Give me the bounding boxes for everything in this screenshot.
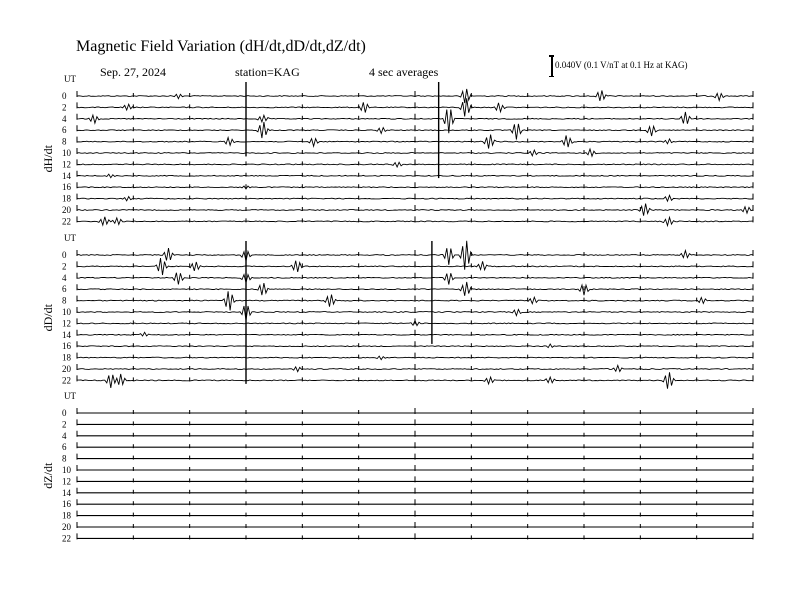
row-label: 14 (62, 487, 71, 498)
chart-title: Magnetic Field Variation (dH/dt,dD/dt,dZ/dt) (76, 38, 366, 55)
row-label: 8 (62, 453, 67, 464)
averaging-label: 4 sec averages (369, 65, 439, 79)
scale-label: 0.040V (0.1 V/nT at 0.1 Hz at KAG) (555, 60, 688, 70)
date-label: Sep. 27, 2024 (100, 65, 166, 79)
row-label: 16 (62, 182, 71, 193)
row-label: 14 (62, 170, 71, 181)
station-label: station=KAG (235, 65, 300, 79)
row-label: 6 (62, 442, 67, 453)
row-label: 12 (62, 476, 71, 487)
panel-1 (41, 233, 753, 389)
row-label: 16 (62, 499, 71, 510)
row-label: 2 (62, 102, 67, 113)
row-label: 22 (62, 216, 71, 227)
row-label: 8 (62, 136, 67, 147)
row-label: 4 (62, 272, 67, 283)
row-label: 2 (62, 261, 67, 272)
panel-ut-label: UT (64, 74, 76, 84)
row-label: 0 (62, 408, 67, 418)
row-label: 12 (62, 318, 71, 329)
panel-label: dH/dt (41, 145, 55, 173)
row-label: 8 (62, 295, 67, 306)
row-label: 6 (62, 125, 67, 136)
row-label: 22 (62, 375, 71, 386)
panel-ut-label: UT (64, 391, 76, 401)
row-label: 22 (62, 533, 71, 544)
row-label: 16 (62, 341, 71, 352)
row-label: 6 (62, 284, 67, 295)
row-label: 20 (62, 205, 71, 215)
row-label: 10 (62, 465, 71, 475)
row-label: 4 (62, 430, 67, 441)
row-label: 14 (62, 329, 71, 340)
panel-2 (41, 391, 753, 543)
panel-label: dZ/dt (41, 462, 55, 489)
row-label: 0 (62, 250, 67, 260)
row-label: 20 (62, 522, 71, 532)
row-label: 12 (62, 159, 71, 170)
row-label: 0 (62, 91, 67, 101)
row-label: 4 (62, 113, 67, 124)
panel-0 (41, 74, 753, 226)
row-label: 18 (62, 352, 71, 363)
row-label: 2 (62, 419, 67, 430)
row-label: 10 (62, 148, 71, 158)
panel-label: dD/dt (41, 304, 55, 332)
row-label: 20 (62, 364, 71, 374)
panel-ut-label: UT (64, 233, 76, 243)
row-label: 18 (62, 510, 71, 521)
row-label: 18 (62, 193, 71, 204)
row-label: 10 (62, 307, 71, 317)
